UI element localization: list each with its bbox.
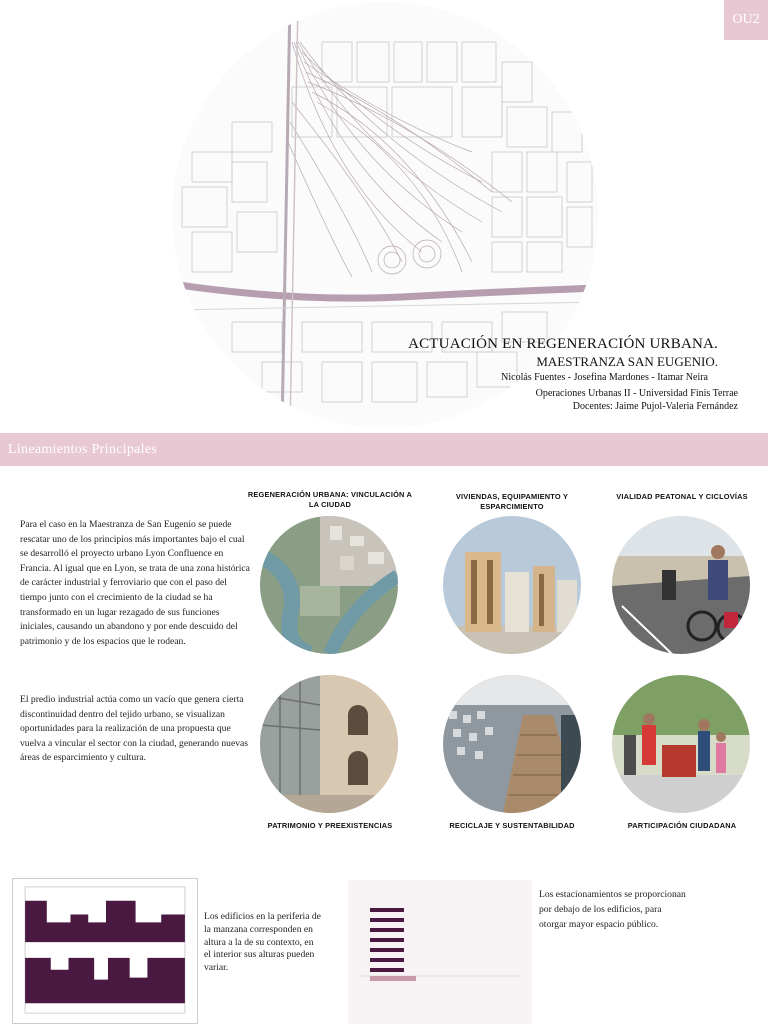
project-title: ACTUACIÓN EN REGENERACIÓN URBANA. bbox=[408, 336, 718, 352]
project-subtitle: MAESTRANZA SAN EUGENIO. bbox=[536, 354, 718, 369]
course-info: Operaciones Urbanas II - Universidad Finis Terrae bbox=[535, 388, 738, 399]
caption-participation: PARTICIPACIÓN CIUDADANA bbox=[627, 821, 737, 830]
teachers-info: Docentes: Jaime Pujol-Valeria Fernández bbox=[572, 401, 738, 412]
parking-diagram bbox=[348, 880, 532, 1024]
heights-diagram bbox=[12, 878, 198, 1024]
image-aerial-river bbox=[260, 516, 398, 654]
authors: Nicolás Fuentes - Josefina Mardones - Itamar Neira bbox=[501, 372, 708, 383]
page-badge: OU2 bbox=[724, 0, 768, 40]
image-participation bbox=[612, 675, 750, 813]
image-recycling bbox=[443, 675, 581, 813]
section-title: Lineamientos Principales bbox=[8, 442, 158, 457]
body-paragraph-1: Para el caso en la Maestranza de San Eugenio se puede rescatar uno de los principios más importantes bajo el cual se desarrolló el proyecto urbano Lyon Confluence en Francia. Al igual que en Lyon, se trata de una zona histórica de carácter industrial y ferroviario que con el paso del tiempo junto con el crecimiento de la ciudad se ha transformado en un lugar rezagado de sus funciones iniciales, causando un abandono y por ende descuido del patrimonio y de los espacios que le rodean. bbox=[20, 519, 250, 647]
image-housing bbox=[443, 516, 581, 654]
parking-note: Los estacionamientos se proporcionan por debajo de los edificios, para otorgar mayor espacio público. bbox=[539, 889, 686, 930]
caption-mobility: VIALIDAD PEATONAL Y CICLOVÍAS bbox=[616, 492, 748, 501]
caption-heritage: PATRIMONIO Y PREEXISTENCIAS bbox=[267, 821, 393, 830]
caption-housing: VIVIENDAS, EQUIPAMIENTO Y ESPARCIMIENTO bbox=[455, 492, 569, 511]
body-paragraph-2: El predio industrial actúa como un vacío que genera cierta discontinuidad dentro del tejido urbano, se visualizan oportunidades para la realización de una propuesta que vuelva a vincular el sector con la ciudad, generando nuevas áreas de esparcimiento y cultura. bbox=[20, 694, 249, 764]
image-heritage bbox=[260, 675, 398, 813]
caption-regeneration: REGENERACIÓN URBANA: VINCULACIÓN A LA CIUDAD bbox=[247, 490, 413, 509]
image-cyclist bbox=[612, 516, 750, 654]
site-map-drawing bbox=[172, 2, 598, 428]
caption-recycling: RECICLAJE Y SUSTENTABILIDAD bbox=[449, 821, 575, 830]
heights-note: Los edificios en la periferia de la manzana corresponden en altura a la de su contexto, en el interior sus alturas pueden variar. bbox=[204, 911, 321, 974]
site-map bbox=[172, 2, 598, 428]
